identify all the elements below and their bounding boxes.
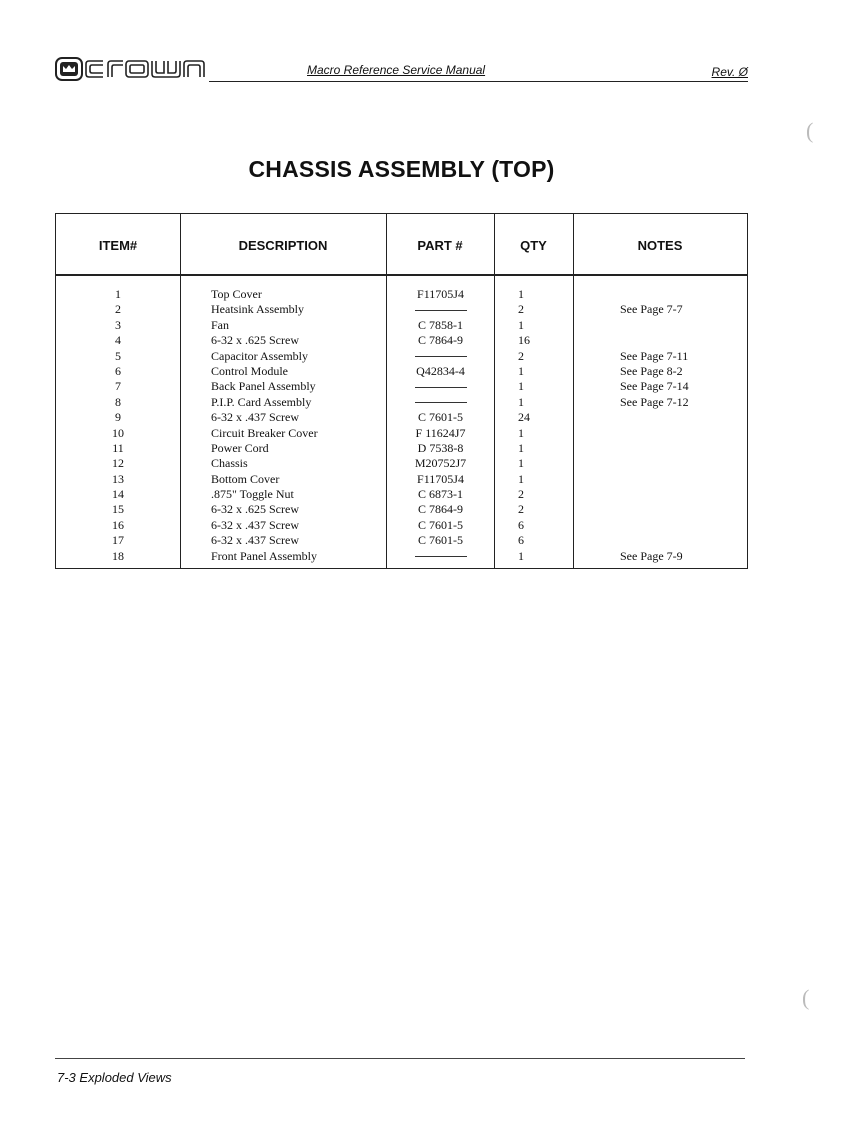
description-cell: Chassis (211, 456, 248, 471)
description-cell: Control Module (211, 363, 288, 378)
qty-cell: 1 (518, 548, 524, 563)
manual-title: Macro Reference Service Manual (307, 63, 486, 77)
table-row (56, 441, 747, 456)
part-cell: C 7864-9 (418, 333, 463, 348)
qty-cell: 1 (518, 379, 524, 394)
part-cell (386, 379, 495, 394)
description-cell: Circuit Breaker Cover (211, 425, 318, 440)
table-row (56, 533, 747, 548)
description-cell: 6-32 x .625 Screw (211, 333, 299, 348)
table-row (56, 502, 747, 517)
crown-logo (55, 56, 207, 82)
column-header-part: PART # (417, 238, 463, 253)
item-cell: 2 (115, 302, 121, 317)
qty-cell: 1 (518, 317, 524, 332)
description-cell: Heatsink Assembly (211, 302, 304, 317)
part-cell: M20752J7 (414, 456, 467, 471)
qty-cell: 16 (518, 333, 530, 348)
column-header-notes: NOTES (637, 238, 683, 253)
table-row (56, 472, 747, 487)
qty-cell: 1 (518, 425, 524, 440)
blank-part-line (415, 402, 467, 403)
table-row (56, 426, 747, 441)
item-cell: 15 (112, 502, 124, 517)
part-cell (386, 302, 495, 317)
qty-cell: 1 (518, 394, 524, 409)
blank-part-line (415, 356, 467, 357)
item-cell: 3 (115, 317, 121, 332)
table-row (56, 333, 747, 348)
item-cell: 16 (112, 517, 124, 532)
description-cell: Top Cover (211, 287, 262, 301)
description-cell: 6-32 x .625 Screw (211, 502, 299, 517)
part-cell: C 7858-1 (418, 317, 463, 332)
qty-cell: 1 (518, 471, 524, 486)
qty-cell: 1 (518, 440, 524, 455)
revision-label: Rev. Ø (711, 65, 748, 79)
item-cell: 6 (115, 363, 121, 378)
qty-cell: 2 (518, 487, 524, 502)
table-row (56, 456, 747, 471)
part-cell: D 7538-8 (417, 440, 464, 455)
table-row (56, 487, 747, 502)
page-title: CHASSIS ASSEMBLY (TOP) (248, 156, 555, 182)
description-cell: 6-32 x .437 Screw (211, 517, 299, 532)
footer-rule (55, 1058, 745, 1059)
table-row (56, 287, 747, 302)
footer-text: 7-3 Exploded Views (57, 1070, 172, 1085)
part-cell: F11705J4 (417, 287, 464, 301)
page-header (55, 54, 748, 84)
item-cell: 5 (115, 348, 121, 363)
qty-cell: 6 (518, 533, 524, 548)
table-row (56, 379, 747, 394)
part-cell: C 7601-5 (418, 533, 463, 548)
part-cell: C 6873-1 (418, 487, 463, 502)
item-cell: 14 (112, 487, 124, 502)
qty-cell: 24 (518, 410, 530, 425)
table-row (56, 518, 747, 533)
notes-cell: See Page 7-14 (620, 379, 689, 394)
notes-cell: See Page 7-7 (620, 302, 683, 317)
description-cell: Fan (211, 317, 229, 332)
scan-artifact: ( (802, 985, 810, 1010)
item-cell: 7 (115, 379, 121, 394)
item-cell: 4 (115, 333, 121, 348)
blank-part-line (415, 310, 467, 311)
column-header-item: ITEM# (98, 238, 138, 253)
description-cell: P.I.P. Card Assembly (211, 394, 312, 409)
table-row (56, 410, 747, 425)
part-cell (386, 349, 495, 364)
qty-cell: 2 (518, 348, 524, 363)
header-rule (209, 81, 748, 82)
notes-cell: See Page 7-11 (620, 348, 689, 363)
item-cell: 8 (115, 394, 121, 409)
column-header-description: DESCRIPTION (238, 238, 328, 253)
qty-cell: 1 (518, 363, 524, 378)
qty-cell: 1 (518, 287, 524, 301)
blank-part-line (415, 387, 467, 388)
description-cell: Back Panel Assembly (211, 379, 316, 394)
part-cell (386, 549, 495, 564)
table-row (56, 318, 747, 333)
notes-cell: See Page 7-12 (620, 394, 689, 409)
item-cell: 17 (112, 533, 124, 548)
description-cell: Capacitor Assembly (211, 348, 308, 363)
description-cell: Power Cord (211, 440, 269, 455)
part-cell: C 7601-5 (418, 517, 463, 532)
qty-cell: 2 (518, 302, 524, 317)
table-row (56, 302, 747, 317)
table-row (56, 395, 747, 410)
scan-artifact: ( (806, 118, 814, 143)
parts-table (55, 213, 748, 569)
notes-cell: See Page 7-9 (620, 548, 683, 563)
part-cell: C 7864-9 (418, 502, 463, 517)
item-cell: 13 (112, 471, 124, 486)
item-cell: 18 (112, 548, 124, 563)
description-cell: .875" Toggle Nut (211, 487, 294, 502)
item-cell: 11 (112, 440, 124, 455)
part-cell (386, 395, 495, 410)
part-cell: C 7601-5 (418, 410, 463, 425)
notes-cell: See Page 8-2 (620, 363, 683, 378)
table-body (56, 287, 747, 564)
qty-cell: 6 (518, 517, 524, 532)
column-header-qty: QTY (520, 238, 547, 253)
description-cell: 6-32 x .437 Screw (211, 533, 299, 548)
blank-part-line (415, 556, 467, 557)
table-row (56, 364, 747, 379)
header-divider (56, 274, 747, 276)
item-cell: 10 (112, 425, 124, 440)
part-cell: F 11624J7 (415, 425, 466, 440)
qty-cell: 2 (518, 502, 524, 517)
table-row (56, 549, 747, 564)
table-row (56, 349, 747, 364)
description-cell: Front Panel Assembly (211, 548, 318, 563)
item-cell: 1 (115, 287, 121, 301)
item-cell: 9 (115, 410, 121, 425)
description-cell: Bottom Cover (211, 471, 280, 486)
part-cell: Q42834-4 (416, 363, 465, 378)
part-cell: F11705J4 (417, 471, 464, 486)
item-cell: 12 (112, 456, 124, 471)
qty-cell: 1 (518, 456, 524, 471)
description-cell: 6-32 x .437 Screw (211, 410, 299, 425)
